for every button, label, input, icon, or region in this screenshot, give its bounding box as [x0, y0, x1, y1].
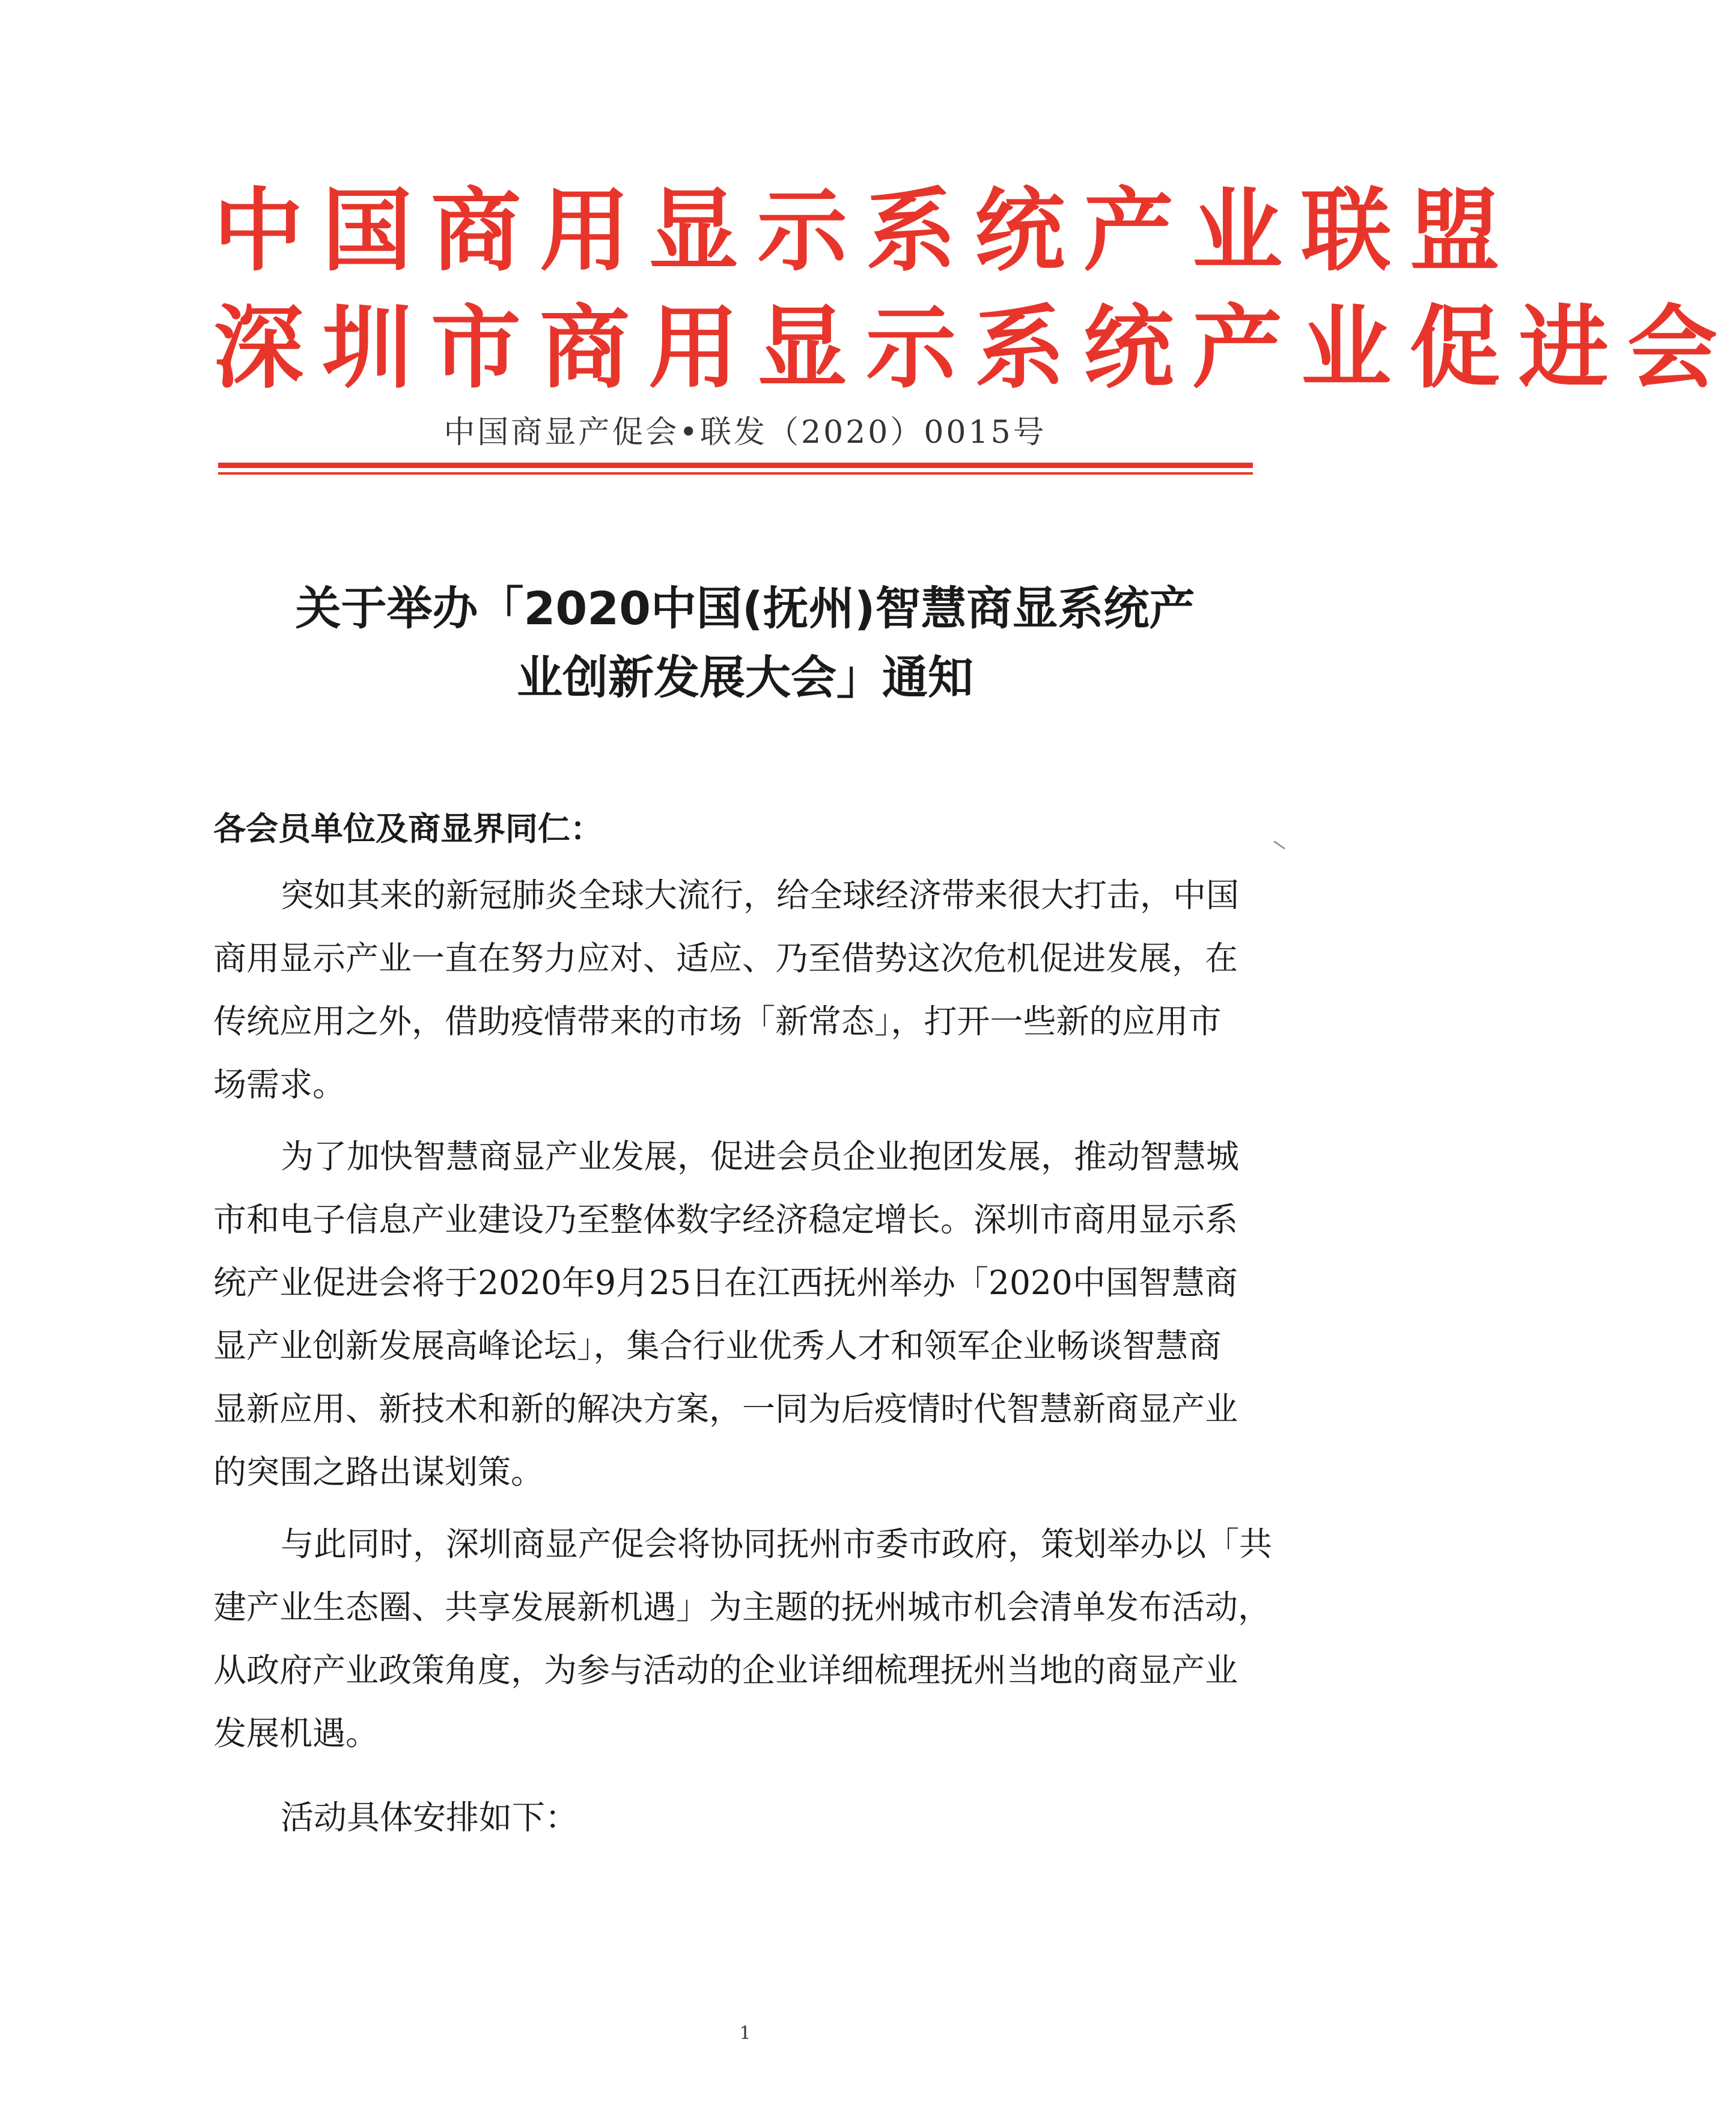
salutation: 各会员单位及商显界同仁： — [213, 810, 603, 848]
notice-title-line-1: 关于举办「2020中国(抚州)智慧商显系统产 — [295, 582, 1195, 635]
paragraph-1-line-2: 商用显示产业一直在努力应对、适应、乃至借势这次危机促进发展，在 — [213, 939, 1238, 977]
paragraph-2-line-3: 统产业促进会将于2020年9月25日在江西抚州举办「2020中国智慧商 — [213, 1263, 1238, 1302]
notice-title-line-2: 业创新发展大会」通知 — [517, 651, 973, 704]
page-number: 1 — [739, 2023, 751, 2044]
paragraph-2-line-1: 为了加快智慧商显产业发展，促进会员企业抱团发展，推动智慧城 — [281, 1137, 1240, 1176]
paragraph-1-line-1: 突如其来的新冠肺炎全球大流行，给全球经济带来很大打击，中国 — [281, 876, 1240, 914]
paragraph-3-line-4: 发展机遇。 — [213, 1714, 379, 1753]
scan-mark — [1273, 841, 1285, 850]
paragraph-2-line-5: 显新应用、新技术和新的解决方案，一同为后疫情时代智慧新商显产业 — [213, 1390, 1238, 1428]
org-name-alliance: 中国商用显示系统产业联盟 — [213, 179, 1519, 284]
document-number: 中国商显产促会•联发（2020）0015号 — [443, 415, 1047, 451]
paragraph-2-line-6: 的突围之路出谋划策。 — [213, 1453, 544, 1491]
paragraph-2-line-4: 显产业创新发展高峰论坛」，集合行业优秀人才和领军企业畅谈智慧商 — [213, 1327, 1222, 1365]
header-divider-thin — [218, 472, 1253, 475]
paragraph-4-line-1: 活动具体安排如下： — [281, 1798, 579, 1837]
paragraph-1-line-4: 场需求。 — [213, 1065, 346, 1104]
header-divider-thick — [218, 463, 1253, 468]
paragraph-2-line-2: 市和电子信息产业建设乃至整体数字经济稳定增长。深圳市商用显示系 — [213, 1200, 1238, 1239]
paragraph-1-line-3: 传统应用之外，借助疫情带来的市场「新常态」，打开一些新的应用市 — [213, 1002, 1222, 1041]
paragraph-3-line-3: 从政府产业政策角度，为参与活动的企业详细梳理抚州当地的商显产业 — [213, 1651, 1238, 1689]
paragraph-3-line-1: 与此同时，深圳商显产促会将协同抚州市委市政府，策划举办以「共 — [281, 1525, 1273, 1563]
org-name-association: 深圳市商用显示系统产业促进会 — [213, 296, 1736, 401]
paragraph-3-line-2: 建产业生态圈、共享发展新机遇」为主题的抚州城市机会清单发布活动， — [213, 1588, 1272, 1626]
